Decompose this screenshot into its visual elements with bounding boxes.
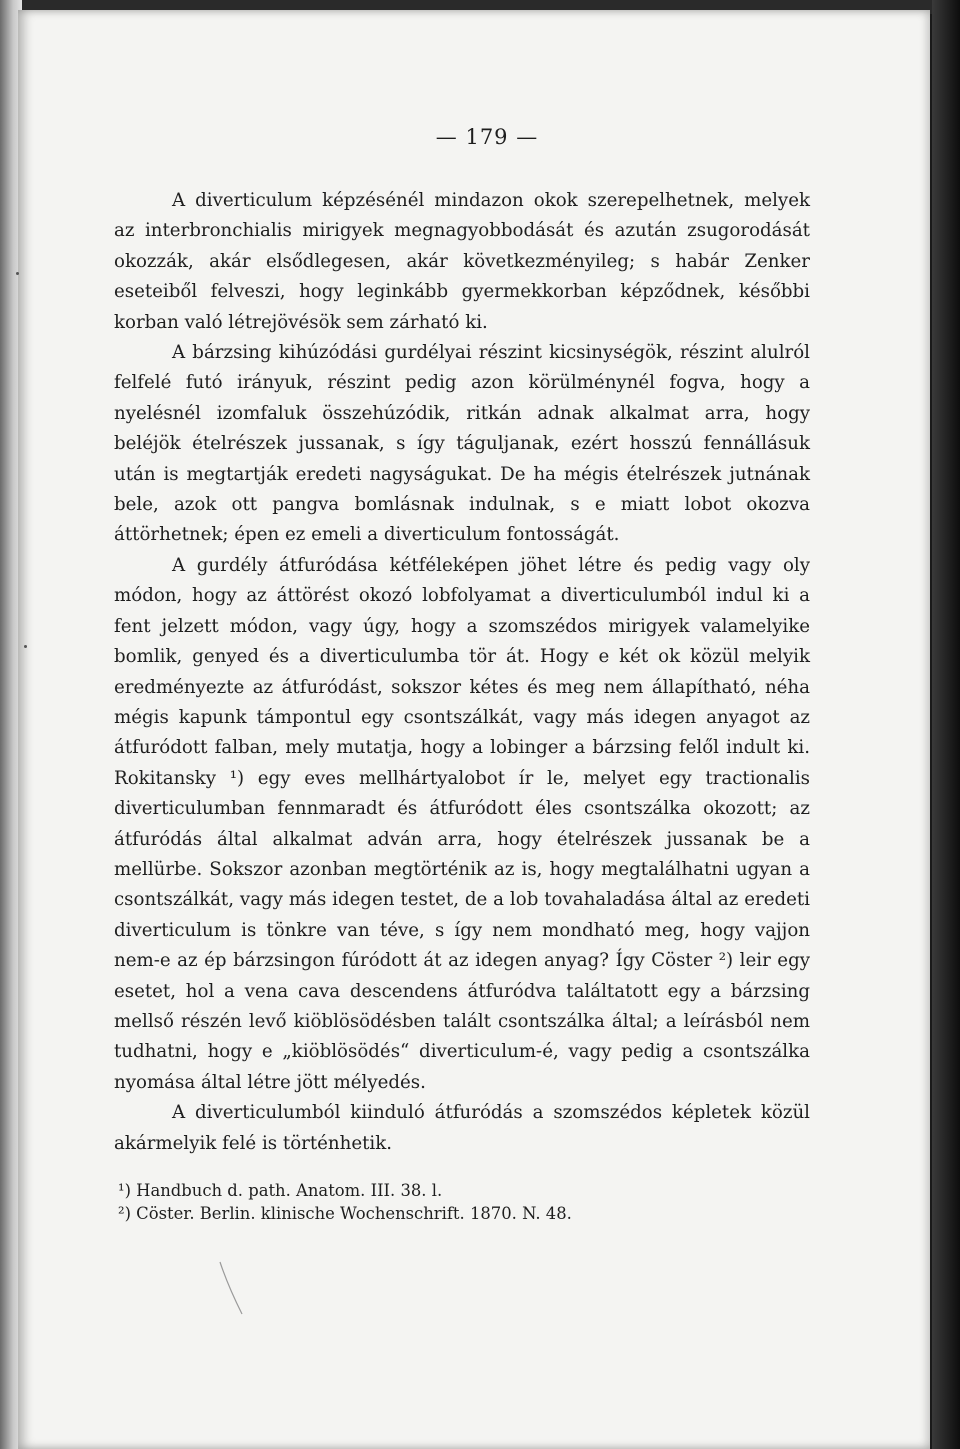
edge-speck: [16, 272, 19, 275]
scan-right-edge: [932, 0, 960, 1449]
paragraph-2: A bárzsing kihúzódási gurdélyai részint kicsinységök, részint alulról felfelé futó irányuk, részint pedig azon körülménynél fogva, hogy a nyelésnél izomfaluk összehúzódik, ritkán adnak alkalmat arra, hogy beléjök ételrészek jussanak, s így táguljanak, ezért hosszú fennállásuk után is megtartják eredeti nagyságukat. De ha mégis ételrészek jutnának bele, azok ott pangva bomlásnak indulnak, s e miatt lobot okozva áttörhetnek; épen ez emeli a diverticulum fontosságát.: [114, 342, 810, 546]
paragraph-4: A diverticulumból kiinduló átfuródás a szomszédos képletek közül akármelyik felé is történhetik.: [114, 1102, 810, 1154]
paragraph-1: A diverticulum képzésénél mindazon okok szerepelhetnek, melyek az interbronchialis mirigyek megnagyobbodását és azután zsugorodását okozzák, akár elsődlegesen, akár következményileg; s habár Zenker eseteiből felveszi, hogy leginkább gyermekkorban képződnek, későbbi korban való létrejövésök sem zárható ki.: [114, 190, 810, 333]
edge-speck: [24, 645, 27, 648]
footnotes: [114, 1179, 810, 1225]
page-number: — 179 —: [435, 125, 539, 149]
book-page: [18, 10, 930, 1449]
footnote-1: ¹) Handbuch d. path. Anatom. III. 38. l.: [118, 1181, 443, 1200]
paragraph-3: A gurdély átfuródása kétféleképen jöhet létre és pedig vagy oly módon, hogy az áttörést okozó lobfolyamat a diverticulumból indul ki a fent jelzett módon, vagy úgy, hogy a szomszédos mirigyek valamelyike bomlik, genyed és a diverticulumba tör át. Hogy e két ok közül melyik eredményezte az átfuródást, sokszor kétes és meg nem állapítható, néha mégis kapunk támpontul egy csontszálkát, vagy más idegen anyagot az átfuródott falban, mely mutatja, hogy a lobinger a bárzsing felől indult ki. Rokitansky ¹) egy eves mellhártyalobot ír le, melyet egy tractionalis diverticulumban fennmaradt és átfuródott éles csontszálka okozott; az átfuródás által alkalmat adván arra, hogy ételrészek jussanak be a mellürbe. Sokszor azonban megtörténik az is, hogy megtalálhatni ugyan a csontszálkát, vagy más idegen testet, de a lob tovahaladása által az eredeti diverticulum is tönkre van téve, s így nem mondható meg, hogy vajjon nem-e az ép bárzsingon fúródott át az idegen anyag? Így Cöster ²) leir egy esetet, hol a vena cava descendens átfuródva találtatott egy a bárzsing mellső részén levő kiöblösödésben talált csontszálka által; a leírásból nem tudhatni, hogy e „kiöblösödés“ diverticulum-é, vagy pedig a csontszálka nyomása által létre jött mélyedés.: [114, 554, 810, 1093]
pencil-stroke-mark: [216, 1260, 246, 1316]
footnote-2: ²) Cöster. Berlin. klinische Wochenschrift. 1870. N. 48.: [118, 1204, 572, 1223]
page-content: [114, 122, 810, 1225]
